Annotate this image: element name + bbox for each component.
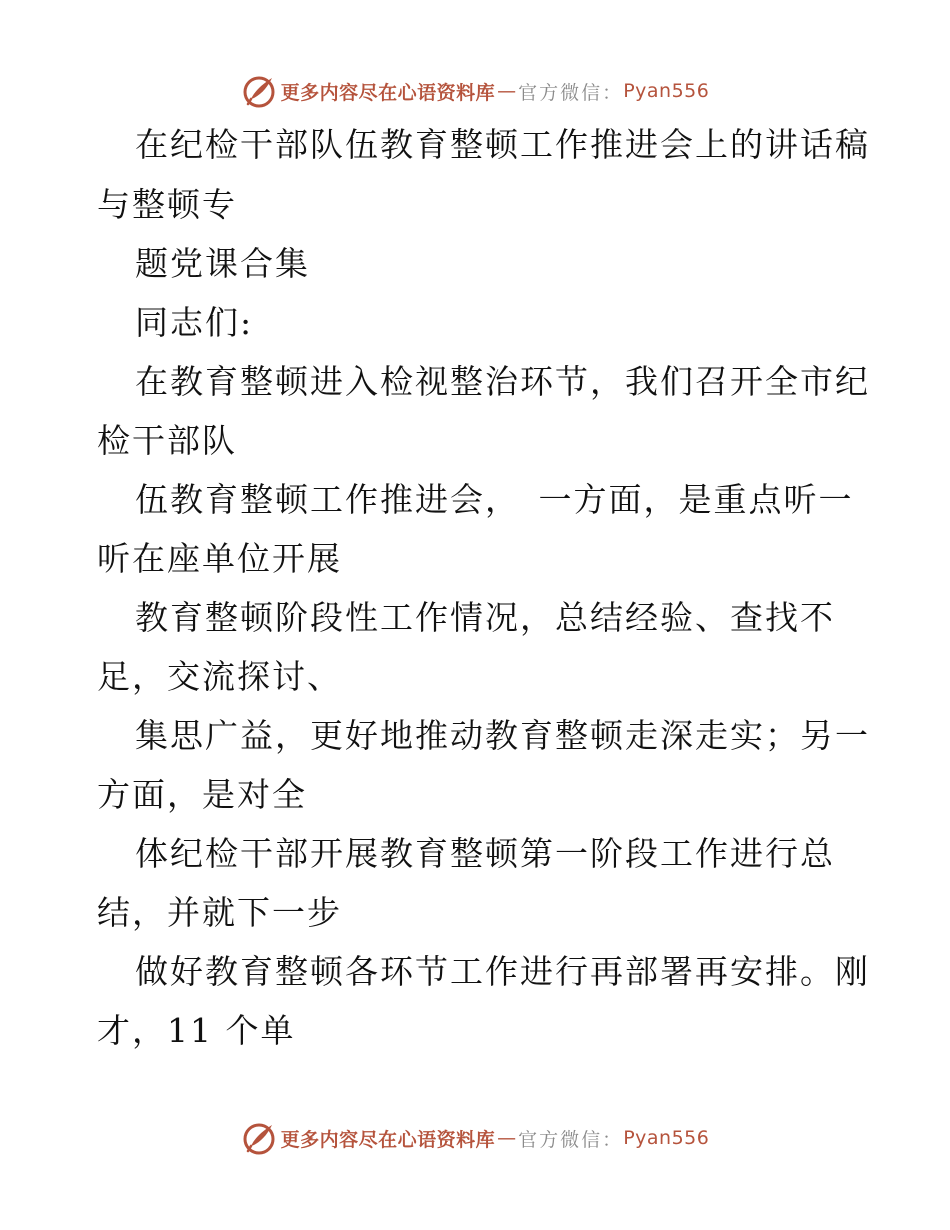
header-watermark [0,71,950,111]
salutation: 同志们: [135,303,254,342]
header-site-text: 更多内容尽在心语资料库 [280,81,496,104]
footer-dash: — [497,1127,517,1149]
title-line-2: 与整顿专 [97,185,237,224]
quill-logo-icon [241,73,277,109]
paragraph-line: 检干部队 [97,421,237,460]
paragraph-line: 做好教育整顿各环节工作进行再部署再安排。刚 [135,952,870,991]
paragraph-line: 伍教育整顿工作推进会， 一方面，是重点听一 [135,480,854,519]
paragraph-line: 听在座单位开展 [97,539,342,578]
header-wechat-id: Pyan556 [623,80,710,102]
header-wechat-label: 官方微信： [518,81,624,104]
footer-site-text: 更多内容尽在心语资料库 [280,1128,496,1151]
quill-logo-icon [241,1120,277,1156]
header-dash: — [497,80,517,102]
title-line-3: 题党课合集 [135,244,310,283]
paragraph-line: 集思广益，更好地推动教育整顿走深走实；另一 [135,716,870,755]
title-line-1: 在纪检干部队伍教育整顿工作推进会上的讲话稿 [135,125,870,164]
paragraph-line: 教育整顿阶段性工作情况，总结经验、查找不 [135,598,835,637]
paragraph-line: 结，并就下一步 [97,893,342,932]
footer-wechat-label: 官方微信： [518,1128,624,1151]
paragraph-line: 足，交流探讨、 [97,657,342,696]
footer-watermark [0,1118,950,1158]
paragraph-line: 体纪检干部开展教育整顿第一阶段工作进行总 [135,834,835,873]
footer-wechat-id: Pyan556 [623,1127,710,1149]
paragraph-line: 在教育整顿进入检视整治环节，我们召开全市纪 [135,362,870,401]
paragraph-line: 方面，是对全 [97,775,307,814]
paragraph-line: 才，11 个单 [97,1011,296,1050]
